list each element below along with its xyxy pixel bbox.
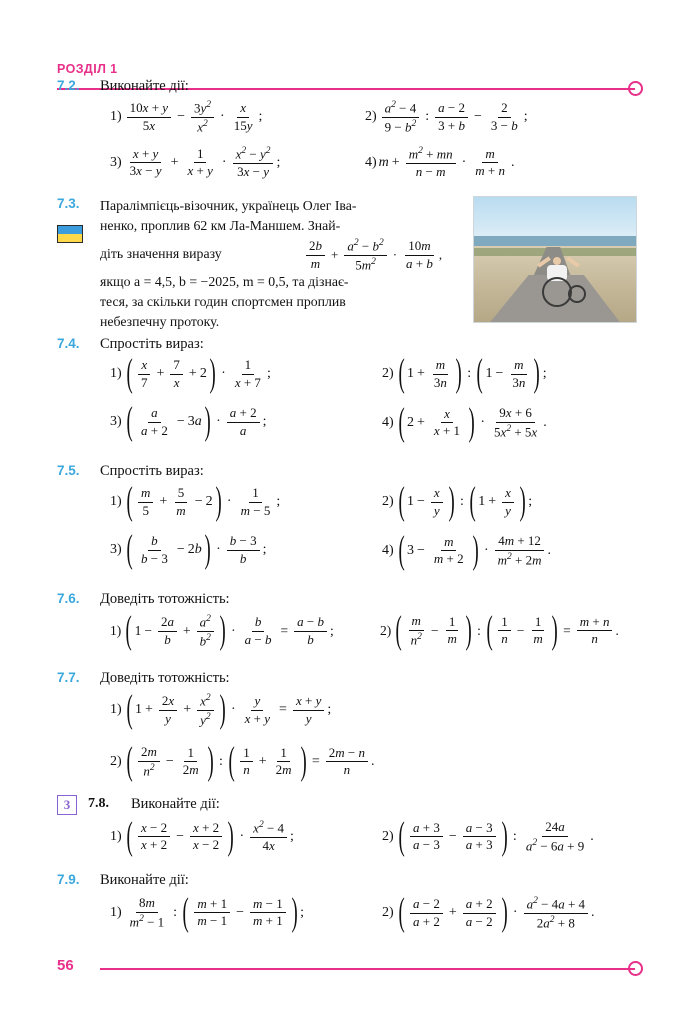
exercise-number-7-5: 7.5. — [57, 463, 80, 478]
exercise-7-3-line5: теся, за скільки годин спортсмен проплив — [100, 294, 346, 309]
expr-7-2-4: 4) m + $\frac{m^2 + mn}{n - m}$ · $\frac{m}{m + n}$ . — [365, 145, 515, 179]
header-circle-decoration — [628, 81, 643, 96]
exercise-title-7-4: Спростіть вираз: — [100, 336, 204, 352]
exercise-number-7-8: 7.8. — [88, 796, 109, 811]
page-number: 56 — [57, 957, 74, 974]
exercise-title-7-5: Спростіть вираз: — [100, 463, 204, 479]
level-badge-icon: 3 — [57, 795, 77, 815]
expr-7-4-1: 1) ( $\frac{x}{7}$ + $\frac{7}{x}$ + 2 ) · $\frac{1}{x + 7}$ ; — [110, 352, 271, 395]
expr-7-5-4: 4) ( 3 − $\frac{m}{m + 2}$ ) · $\frac{4m + 12}{m^2 + 2m}$ . — [382, 528, 552, 572]
expr-7-6-1: 1) ( 1 − $\frac{2a}{b}$ + $\frac{a^2}{b^2}$ ) · $\frac{b}{a - b}$ = $\frac{a - b}{b}$ ; — [110, 609, 334, 653]
expr-7-5-1: 1) ( $\frac{m}{5}$ + $\frac{5}{m}$ − 2 ) · $\frac{1}{m - 5}$ ; — [110, 480, 281, 523]
expr-7-4-3: 3) ( $\frac{a}{a + 2}$ − 3a ) · $\frac{a + 2}{a}$ ; — [110, 400, 267, 443]
ukraine-flag-icon — [57, 225, 83, 243]
expr-7-9-2: 2) ( $\frac{a - 2}{a + 2}$ + $\frac{a + 2}{a - 2}$ ) · $\frac{a^2 - 4a + 4}{2a^2 + 8}$ . — [382, 891, 595, 935]
expr-7-8-2: 2) ( $\frac{a + 3}{a - 3}$ − $\frac{a - 3}{a + 3}$ ) : $\frac{24a}{a^2 - 6a + 9}$ . — [382, 814, 594, 858]
expr-7-5-3: 3) ( $\frac{b}{b - 3}$ − 2b ) · $\frac{b - 3}{b}$ ; — [110, 528, 267, 571]
chapter-label: РОЗДІЛ 1 — [57, 62, 118, 76]
photo-wheelchair-wheel-small — [568, 285, 586, 303]
exercise-title-7-8: Виконайте дії: — [131, 796, 220, 812]
exercise-7-3-line4: якщо a = 4,5, b = −2025, m = 0,5, та дізнає- — [100, 274, 349, 289]
expr-7-8-1: 1) ( $\frac{x - 2}{x + 2}$ − $\frac{x + 2}{x - 2}$ ) · $\frac{x^2 - 4}{4x}$ ; — [110, 814, 294, 858]
expr-7-6-2: 2) ( $\frac{m}{n^2}$ − $\frac{1}{m}$ ) : ( $\frac{1}{n}$ − $\frac{1}{m}$ ) = $\frac{m + n}{n}$ . — [380, 608, 619, 652]
photo-sky — [474, 197, 636, 240]
footer-circle-decoration — [628, 961, 643, 976]
expr-7-7-2: 2) ( $\frac{2m}{n^2}$ − $\frac{1}{2m}$ ) : ( $\frac{1}{n}$ + $\frac{1}{2m}$ ) = $\frac{2m - n}{n}$ . — [110, 739, 375, 783]
page-header — [0, 30, 695, 76]
exercise-number-7-6: 7.6. — [57, 591, 80, 606]
expr-7-4-2: 2) ( 1 + $\frac{m}{3n}$ ) : ( 1 − $\frac{m}{3n}$ ) ; — [382, 352, 547, 395]
footer-divider — [100, 968, 635, 970]
exercise-title-7-7: Доведіть тотожність: — [100, 670, 230, 686]
athlete-photo — [473, 196, 637, 323]
exercise-number-7-9: 7.9. — [57, 872, 80, 887]
expr-7-2-1: 1) $\frac{10x + y}{5x}$ − $\frac{3y^2}{x^2}$ · $\frac{x}{15y}$ ; — [110, 100, 263, 135]
expr-7-9-1: 1) $\frac{8m}{m^2 - 1}$ : ( $\frac{m + 1}{m - 1}$ − $\frac{m - 1}{m + 1}$ ) ; — [110, 890, 304, 934]
exercise-number-7-2: 7.2. — [57, 78, 80, 93]
expr-7-5-2: 2) ( 1 − $\frac{x}{y}$ ) : ( 1 + $\frac{x}{y}$ ) ; — [382, 480, 533, 523]
expr-7-4-4: 4) ( 2 + $\frac{x}{x + 1}$ ) · $\frac{9x + 6}{5x^2 + 5x}$ . — [382, 400, 547, 444]
exercise-7-3-line1: Паралімпієць-візочник, українець Олег Іва- — [100, 198, 357, 213]
expr-7-2-3: 3) $\frac{x + y}{3x - y}$ + $\frac{1}{x + y}$ · $\frac{x^2 - y^2}{3x - y}$ ; — [110, 145, 281, 179]
exercise-title-7-2: Виконайте дії: — [100, 78, 189, 94]
exercise-7-3-line2: ненко, проплив 62 км Ла-Маншем. Знай- — [100, 218, 341, 233]
exercise-number-7-7: 7.7. — [57, 670, 80, 685]
expr-7-7-1: 1) ( 1 + $\frac{2x}{y}$ + $\frac{x^2}{y^2}$ ) · $\frac{y}{x + y}$ = $\frac{x + y}{y}$ ; — [110, 688, 332, 732]
exercise-number-7-3: 7.3. — [57, 196, 80, 211]
exercise-title-7-9: Виконайте дії: — [100, 872, 189, 888]
exercise-7-3-line3: діть значення виразу — [100, 246, 222, 261]
expr-7-3: $\frac{2b}{m}$ + $\frac{a^2 - b^2}{5m^2}$ · $\frac{10m}{a + b}$ , — [303, 238, 442, 273]
exercise-7-3-line6: небезпечну протоку. — [100, 314, 220, 329]
exercise-number-7-4: 7.4. — [57, 336, 80, 351]
expr-7-2-2: 2) $\frac{a^2 - 4}{9 - b^2}$ : $\frac{a - 2}{3 + b}$ − $\frac{2}{3 - b}$ ; — [365, 100, 528, 135]
exercise-title-7-6: Доведіть тотожність: — [100, 591, 230, 607]
